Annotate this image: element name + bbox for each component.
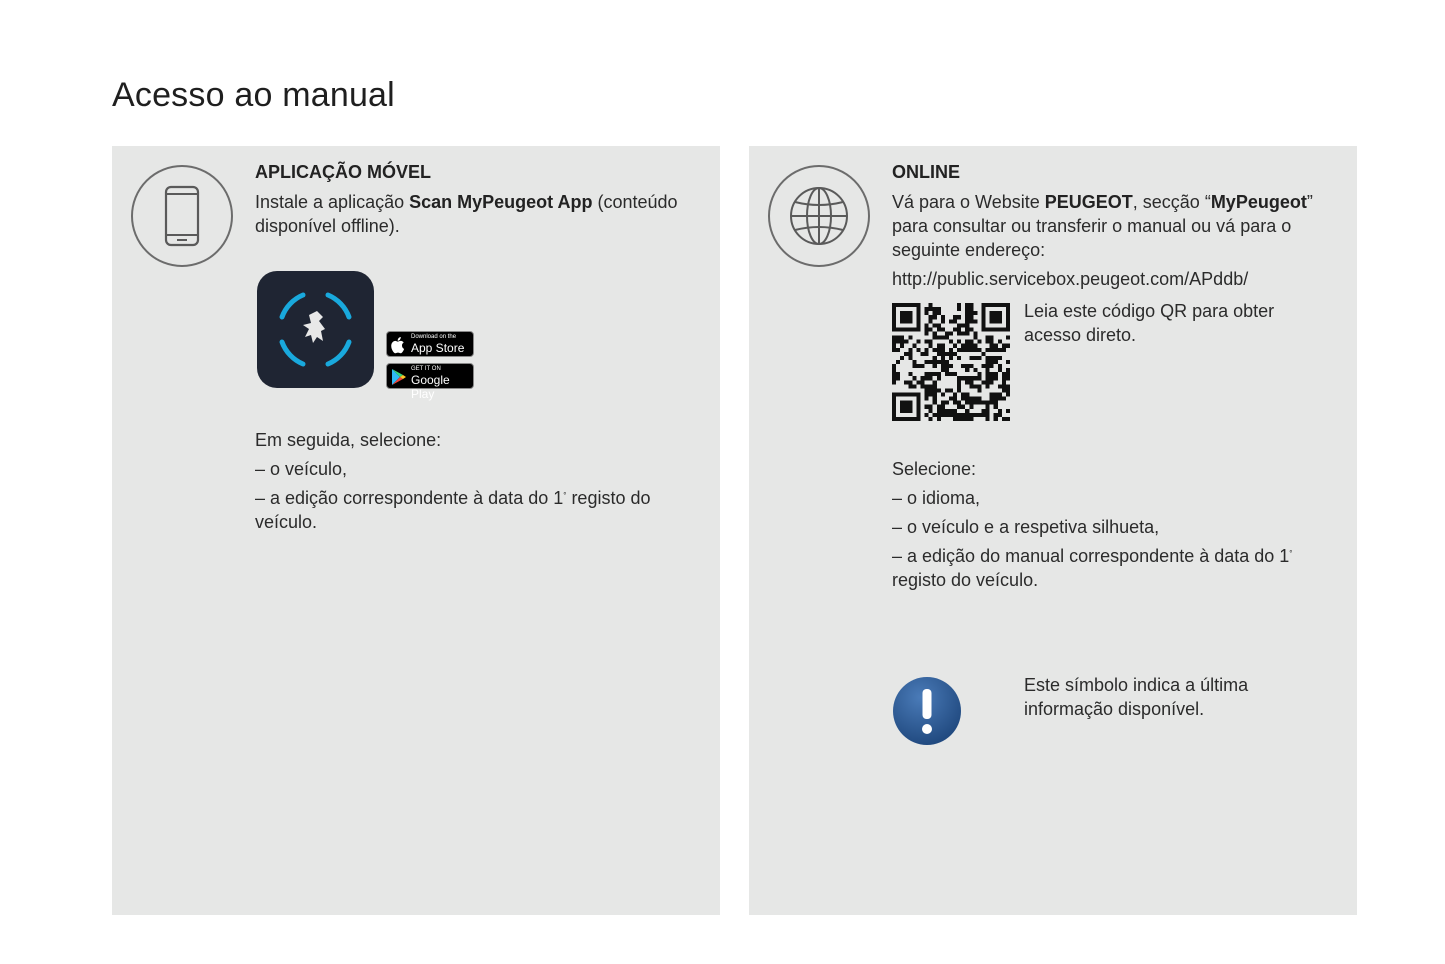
app-store-label: App Store bbox=[411, 341, 465, 355]
list-item bbox=[892, 544, 1337, 592]
text-segment: Vá para o Website bbox=[892, 192, 1045, 212]
item-text: registo do veículo. bbox=[255, 488, 651, 532]
smartphone-icon bbox=[131, 165, 233, 267]
qr-code bbox=[892, 303, 1010, 421]
app-store-badge[interactable] bbox=[386, 331, 474, 357]
google-play-badge[interactable] bbox=[386, 363, 474, 401]
page-title: Acesso ao manual bbox=[112, 76, 395, 114]
online-heading: ONLINE bbox=[892, 162, 961, 182]
info-description: Este símbolo indica a última informação disponível. bbox=[1024, 675, 1249, 719]
google-play-icon bbox=[391, 368, 407, 386]
section-name: MyPeugeot bbox=[1210, 192, 1307, 212]
list-item: – o veículo, bbox=[255, 459, 348, 479]
text-segment: , secção “ bbox=[1132, 192, 1211, 212]
mobile-app-heading: APLICAÇÃO MÓVEL bbox=[255, 162, 432, 182]
online-instructions bbox=[892, 190, 1337, 262]
text-segment: ” para consultar ou transferir o manual ou vá para o seguinte endereço: bbox=[892, 192, 1313, 260]
install-prefix: Instale a aplicação bbox=[255, 192, 410, 212]
google-play-small: GET IT ON bbox=[411, 366, 441, 372]
online-panel bbox=[749, 146, 1357, 915]
list-item: – o idioma, bbox=[892, 488, 981, 508]
select-intro: Selecione: bbox=[892, 459, 977, 479]
app-name: Scan MyPeugeot App bbox=[409, 192, 593, 212]
brand-name: PEUGEOT bbox=[1044, 192, 1133, 212]
list-item bbox=[255, 486, 700, 534]
list-item: – o veículo e a respetiva silhueta, bbox=[892, 517, 1160, 537]
item-text: registo do veículo. bbox=[892, 570, 1039, 590]
install-instructions bbox=[255, 190, 700, 238]
item-text: – a edição do manual correspondente à data do 1 bbox=[892, 546, 1290, 566]
mobile-app-content bbox=[255, 160, 700, 238]
select-intro: Em seguida, selecione: bbox=[255, 430, 442, 450]
ordinal-sup: ° bbox=[563, 491, 567, 500]
app-store-small: Download on the bbox=[411, 334, 457, 340]
online-select-section bbox=[892, 457, 1337, 592]
peugeot-app-icon[interactable] bbox=[257, 271, 374, 388]
info-exclamation-icon bbox=[892, 676, 962, 746]
apple-icon bbox=[391, 336, 407, 354]
select-list bbox=[255, 457, 700, 534]
online-content bbox=[892, 160, 1337, 291]
qr-instructions: Leia este código QR para obter acesso direto. bbox=[1024, 301, 1275, 345]
install-suffix: (conteúdo disponível offline). bbox=[255, 192, 678, 236]
globe-icon bbox=[768, 165, 870, 267]
mobile-select-section bbox=[255, 428, 700, 534]
mobile-app-panel bbox=[112, 146, 720, 915]
ordinal-sup: ° bbox=[1289, 549, 1293, 558]
google-play-label: Google Play bbox=[411, 373, 450, 401]
manual-url[interactable]: http://public.servicebox.peugeot.com/APddb/ bbox=[892, 269, 1249, 289]
select-list bbox=[892, 486, 1337, 592]
item-text: – a edição correspondente à data do 1 bbox=[255, 488, 564, 508]
